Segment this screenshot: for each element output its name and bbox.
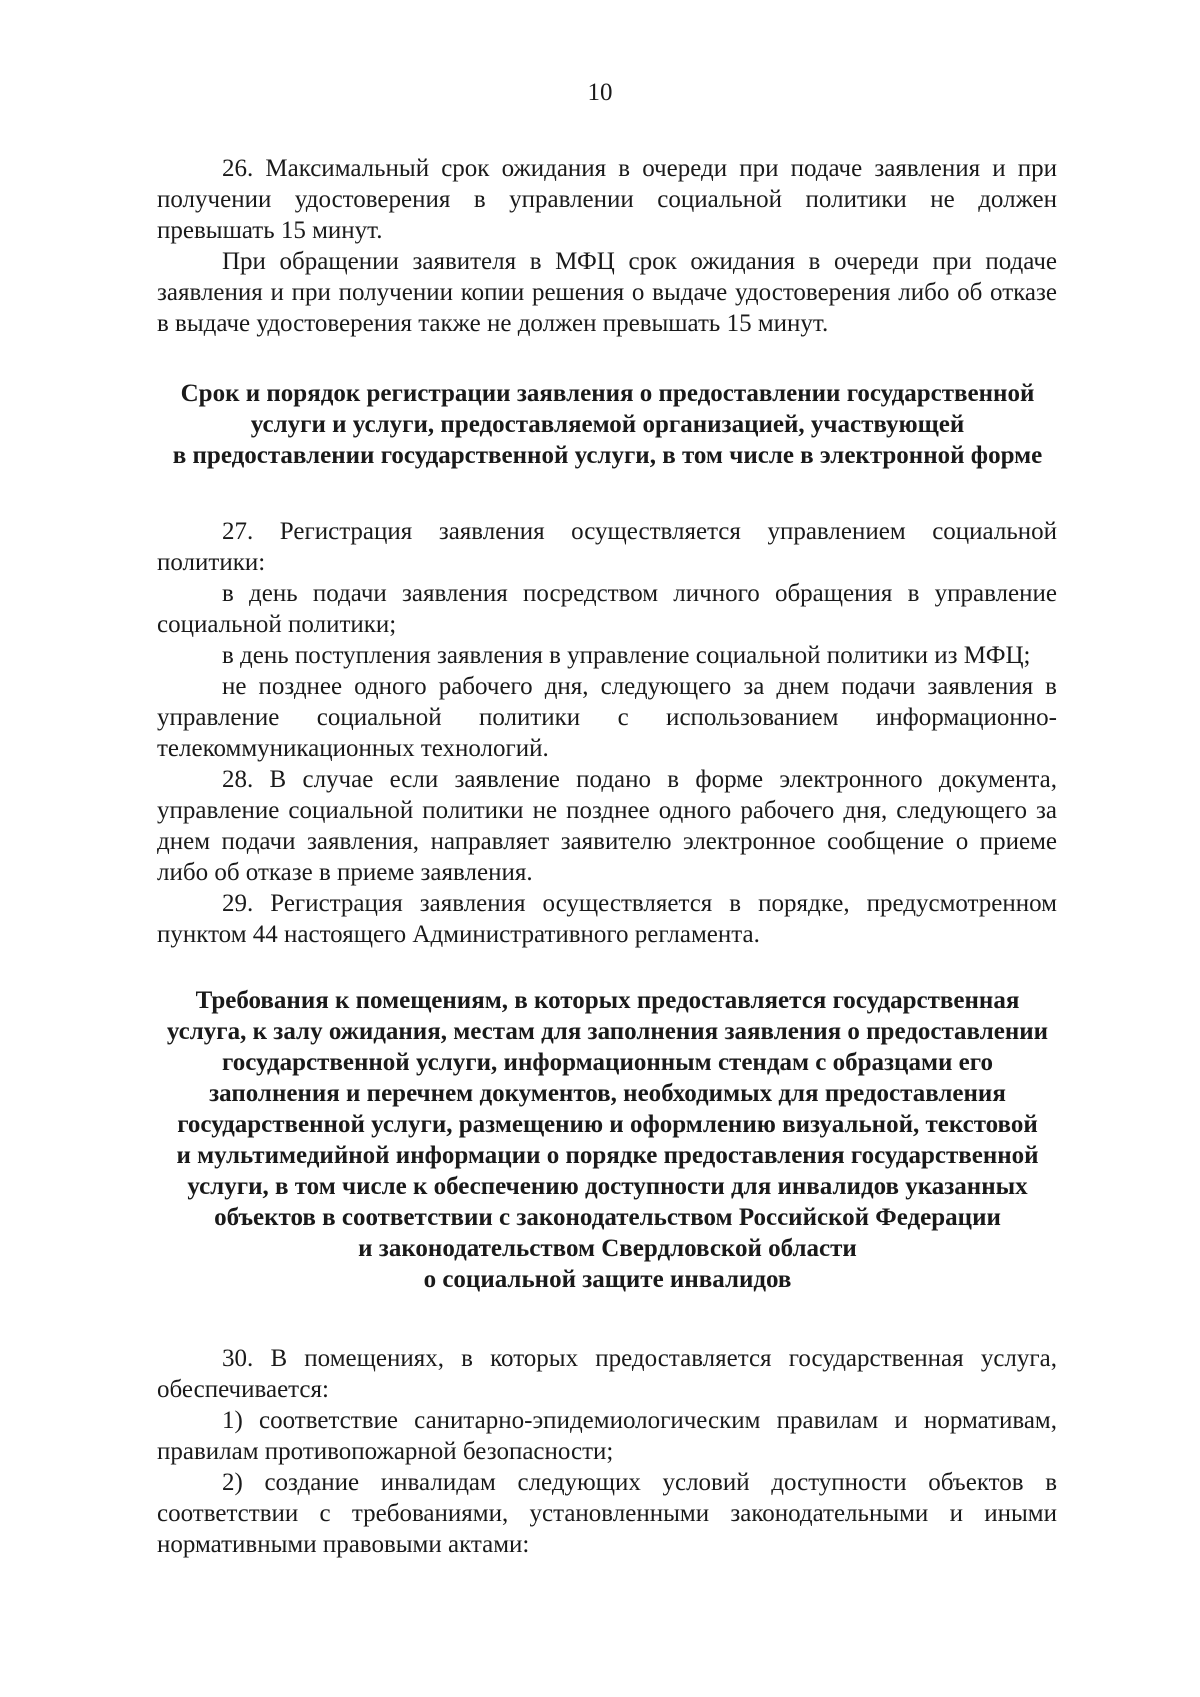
paragraph-26-mfc: При обращении заявителя в МФЦ срок ожидания в очереди при подаче заявления и при получении копии решения о выдаче удостоверения либо об отказе в выдаче удостоверения также не должен превышать 15 минут. [157, 248, 1057, 337]
paragraph-27-mfc: в день поступления заявления в управление социальной политики из МФЦ; [222, 642, 1031, 669]
paragraph-block-27-29 [157, 516, 1057, 950]
heading-line: услуги, в том числе к обеспечению доступности для инвалидов указанных [187, 1173, 1028, 1200]
section-heading-registration [155, 378, 1060, 471]
paragraph-27: 27. Регистрация заявления осуществляется управлением социальной политики: [157, 518, 1057, 576]
paragraph-27-personal: в день подачи заявления посредством личного обращения в управление социальной политики; [157, 580, 1057, 638]
paragraph-30-item-2: 2) создание инвалидам следующих условий доступности объектов в соответствии с требованиями, установленными законодательными и иными нормативными правовыми актами: [157, 1469, 1057, 1558]
heading-line: Срок и порядок регистрации заявления о предоставлении государственной [180, 380, 1035, 407]
paragraph-26: 26. Максимальный срок ожидания в очереди при подаче заявления и при получении удостоверения в управлении социальной политики не должен превышать 15 минут. [157, 155, 1057, 244]
section-heading-premises [155, 985, 1060, 1295]
heading-line: государственной услуги, информационным стендам с образцами его [222, 1049, 993, 1076]
heading-line: и мультимедийной информации о порядке предоставления государственной [176, 1142, 1039, 1169]
heading-line: объектов в соответствии с законодательством Российской Федерации [214, 1204, 1001, 1231]
paragraph-27-electronic: не позднее одного рабочего дня, следующего за днем подачи заявления в управление социальной политики с использованием информационно-телекоммуникационных технологий. [157, 673, 1057, 762]
heading-line: заполнения и перечнем документов, необходимых для предоставления [209, 1080, 1006, 1107]
heading-line: Требования к помещениям, в которых предоставляется государственная [195, 987, 1020, 1014]
heading-line: государственной услуги, размещению и оформлению визуальной, текстовой [177, 1111, 1038, 1138]
paragraph-block-30 [157, 1343, 1057, 1560]
heading-line: в предоставлении государственной услуги, в том числе в электронной форме [172, 442, 1043, 469]
heading-line: и законодательством Свердловской области [358, 1235, 857, 1262]
paragraph-29: 29. Регистрация заявления осуществляется в порядке, предусмотренном пунктом 44 настоящего Административного регламента. [157, 890, 1057, 948]
heading-line: услуги и услуги, предоставляемой организацией, участвующей [250, 411, 965, 438]
paragraph-30: 30. В помещениях, в которых предоставляется государственная услуга, обеспечивается: [157, 1345, 1057, 1403]
paragraph-30-item-1: 1) соответствие санитарно-эпидемиологическим правилам и нормативам, правилам противопожарной безопасности; [157, 1407, 1057, 1465]
paragraph-28: 28. В случае если заявление подано в форме электронного документа, управление социальной политики не позднее одного рабочего дня, следующего за днем подачи заявления, направляет заявителю электронное сообщение о приеме либо об отказе в приеме заявления. [157, 766, 1057, 886]
heading-line: услуга, к залу ожидания, местам для заполнения заявления о предоставлении [166, 1018, 1049, 1045]
heading-line: о социальной защите инвалидов [423, 1266, 792, 1293]
page-number: 10 [587, 79, 613, 106]
paragraph-block-26 [157, 153, 1057, 339]
